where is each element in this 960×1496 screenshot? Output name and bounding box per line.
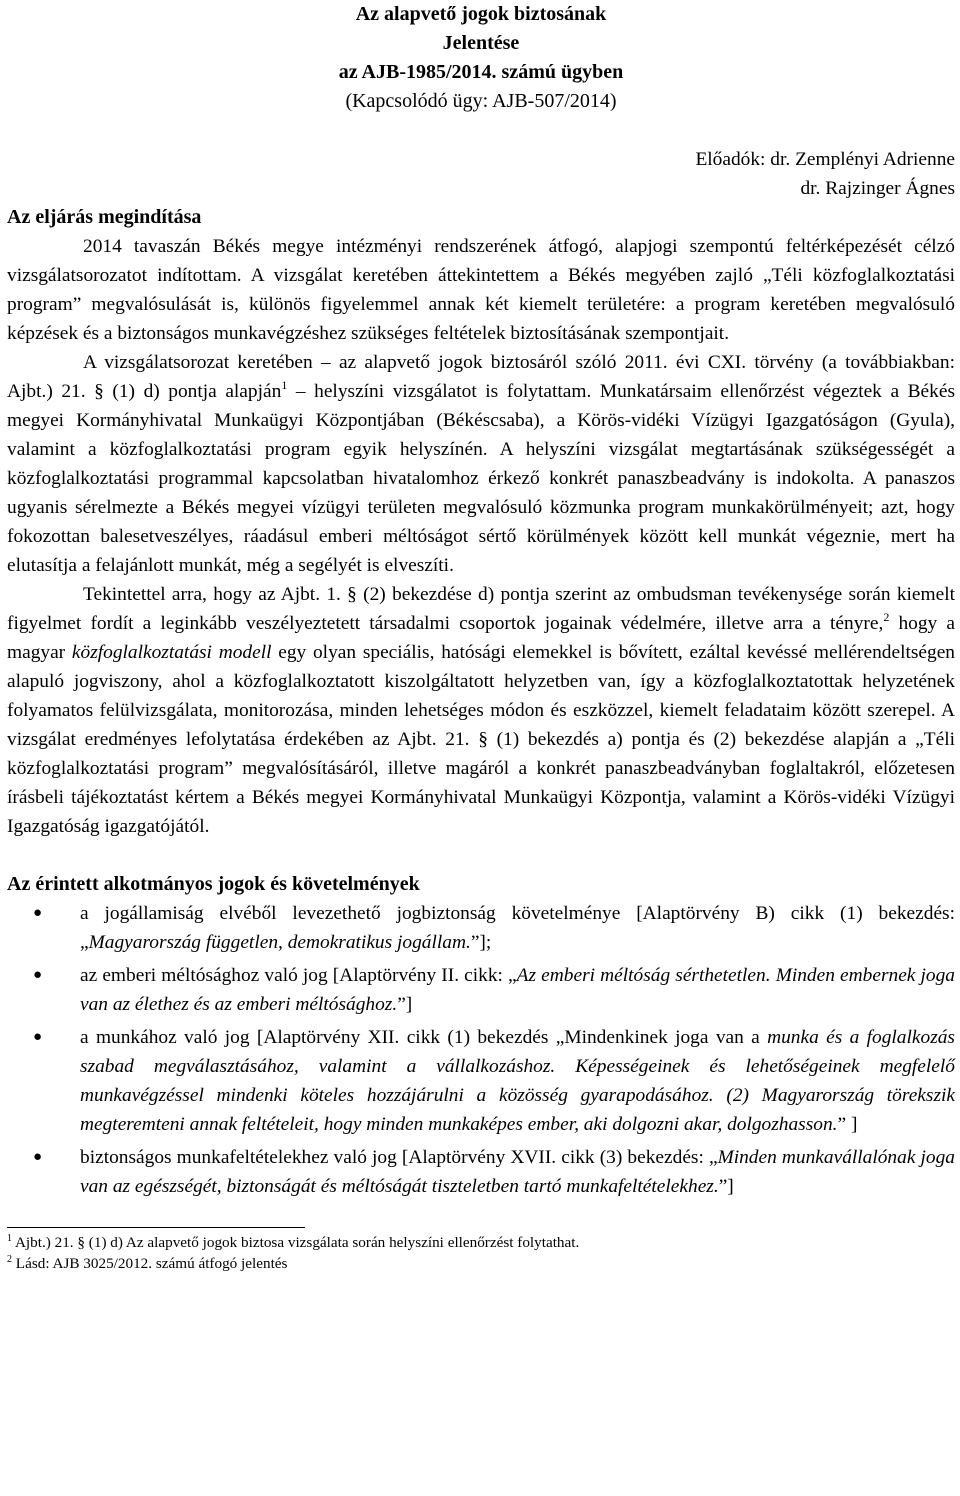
list-item-text: biztonságos munkafeltételekhez való jog [Alaptörvény XVII. cikk (3) bekezdés: „ [80, 1147, 718, 1168]
footnote-text: Ajbt.) 21. § (1) d) Az alapvető jogok biztosa vizsgálata során helyszíni ellenőrzést folytathat. [14, 1234, 580, 1251]
paragraph-2 [7, 348, 955, 580]
paragraph-3-emphasis: közfoglalkoztatási modell [71, 642, 272, 663]
list-item-quote: Magyarország független, demokratikus jogállam. [88, 932, 471, 953]
header-related-case: (Kapcsolódó ügy: AJB-507/2014) [345, 90, 617, 112]
footnote-1 [7, 1232, 955, 1253]
header-report-label: Jelentése [442, 32, 520, 54]
footnote-2 [7, 1253, 955, 1274]
list-item-quote: Az emberi méltóság sérthetetlen. Minden embernek joga van az élethez és az emberi méltósághoz. [80, 965, 955, 1015]
list-item [7, 961, 955, 1019]
paragraph-3-text-a: Tekintettel arra, hogy az Ajbt. 1. § (2) bekezdése d) pontja szerint az ombudsman tevékenysége során kiemelt figyelmet fordít a leginkább veszélyeztetett társadalmi csoportok jogainak védelmére, illetve arra a tényre, [7, 584, 955, 634]
presenter-2: dr. Rajzinger Ágnes [800, 178, 955, 199]
paragraph-3 [7, 580, 955, 841]
paragraph-3-text-c: egy olyan speciális, hatósági elemekkel is bővített, ezáltal kevéssé mellérendeltségen alapuló jogviszony, ahol a közfoglalkoztatott kiszolgáltatott helyzetben van, így a közfoglalkoztatottak helyzetének folyamatos felülvizsgálata, monitorozása, minden lehetséges módon és eszközzel, kiemelt feladataim között szerepel. A vizsgálat eredményes lefolytatása érdekében az Ajbt. 21. § (1) bekezdés a) pontja és (2) bekezdése alapján a „Téli közfoglalkoztatási program” megvalósításáról, illetve magáról a konkrét panaszbeadványban foglaltakról, előzetesen írásbeli tájékoztatást kértem a Békés megyei Kormányhivatal Munkaügyi Központja, valamint a Körös-vidéki Vízügyi Igazgatóság igazgatójától. [7, 642, 955, 837]
list-item-text: az emberi méltósághoz való jog [Alaptörvény II. cikk: „ [80, 965, 517, 986]
paragraph-1: 2014 tavaszán Békés megye intézményi rendszerének átfogó, alapjogi szempontú feltérképezését célzó vizsgálatsorozatot indítottam. A vizsgálat keretében áttekintettem a Békés megyében zajló „Téli közfoglalkoztatási program” megvalósulását is, különös figyelemmel annak két kiemelt területére: a program keretében megvalósuló képzések és a biztonságos munkavégzéshez szükséges feltételek biztosításának szempontjait. [7, 236, 955, 344]
presenters-block [7, 145, 955, 203]
paragraph-2-text-a: A vizsgálatsorozat keretében – az alapvető jogok biztosáról szóló 2011. évi CXI. törvény (a továbbiakban: Ajbt.) 21. § (1) d) pontja alapján [7, 352, 955, 402]
report-header [7, 0, 955, 116]
list-item-closing: ”]; [470, 932, 492, 953]
footnote-text: Lásd: AJB 3025/2012. számú átfogó jelentés [15, 1255, 288, 1272]
footnote-number: 1 [7, 1233, 12, 1244]
list-item [7, 1023, 955, 1139]
list-item [7, 899, 955, 957]
paragraph-3-text-b: hogy a magyar [7, 613, 955, 663]
list-item-text: a jogállamiság elvéből levezethető jogbiztonság követelménye [Alaptörvény B) cikk (1) bekezdés: „ [80, 903, 955, 953]
section-title-proceedings: Az eljárás megindítása [7, 206, 202, 228]
document-page [7, 0, 955, 1274]
header-case-number: az AJB-1985/2014. számú ügyben [338, 61, 624, 83]
paragraph-2-text-b: – helyszíni vizsgálatot is folytattam. Munkatársaim ellenőrzést végeztek a Békés megyei Kormányhivatal Munkaügyi Központjában (Békéscsaba), a Körös-vidéki Vízügyi Igazgatóságon (Gyula), valamint a közfoglalkoztatási program egyik helyszínén. A helyszíni vizsgálat megtartásának szükségességét a közfoglalkoztatási programmal kapcsolatban hivatalomhoz érkező konkrét panaszbeadvány is indokolta. A panaszos ugyanis sérelmezte a Békés megyei vízügyi területen megvalósuló közmunka program munkakörülményeit; azt, hogy fokozottan balesetveszélyes, ráadásul emberi méltóságot sértő körülmények között kell munkát végeznie, mert ha elutasítja a felajánlott munkát, még a segélyét is elveszíti. [7, 381, 955, 576]
list-item [7, 1143, 955, 1201]
presenter-1: Előadók: dr. Zemplényi Adrienne [695, 149, 955, 170]
footnote-separator [7, 1227, 305, 1228]
list-item-closing: ”] [718, 1176, 734, 1197]
section-title-rights: Az érintett alkotmányos jogok és követelmények [7, 873, 420, 895]
list-item-text: a munkához való jog [Alaptörvény XII. cikk (1) bekezdés „Mindenkinek joga van a [80, 1027, 768, 1048]
footnote-ref-1: 1 [281, 378, 288, 392]
list-item-quote: Minden munkavállalónak joga van az egészségét, biztonságát és méltóságát tiszteletben tartó munkafeltételekhez. [80, 1147, 955, 1197]
header-title: Az alapvető jogok biztosának [355, 3, 607, 25]
rights-list [7, 899, 955, 1201]
list-item-closing: ” ] [837, 1114, 858, 1135]
list-item-quote: munka és a foglalkozás szabad megválasztásához, valamint a vállalkozáshoz. Képességeinek és lehetőségeinek megfelelő munkavégzéssel mindenki köteles hozzájárulni a közösség gyarapodásához. (2) Magyarország törekszik megteremteni annak feltételeit, hogy minden munkaképes ember, aki dolgozni akar, dolgozhasson. [80, 1027, 955, 1135]
footnote-ref-2: 2 [883, 610, 890, 624]
list-item-closing: ”] [397, 994, 413, 1015]
footnote-number: 2 [7, 1254, 12, 1265]
